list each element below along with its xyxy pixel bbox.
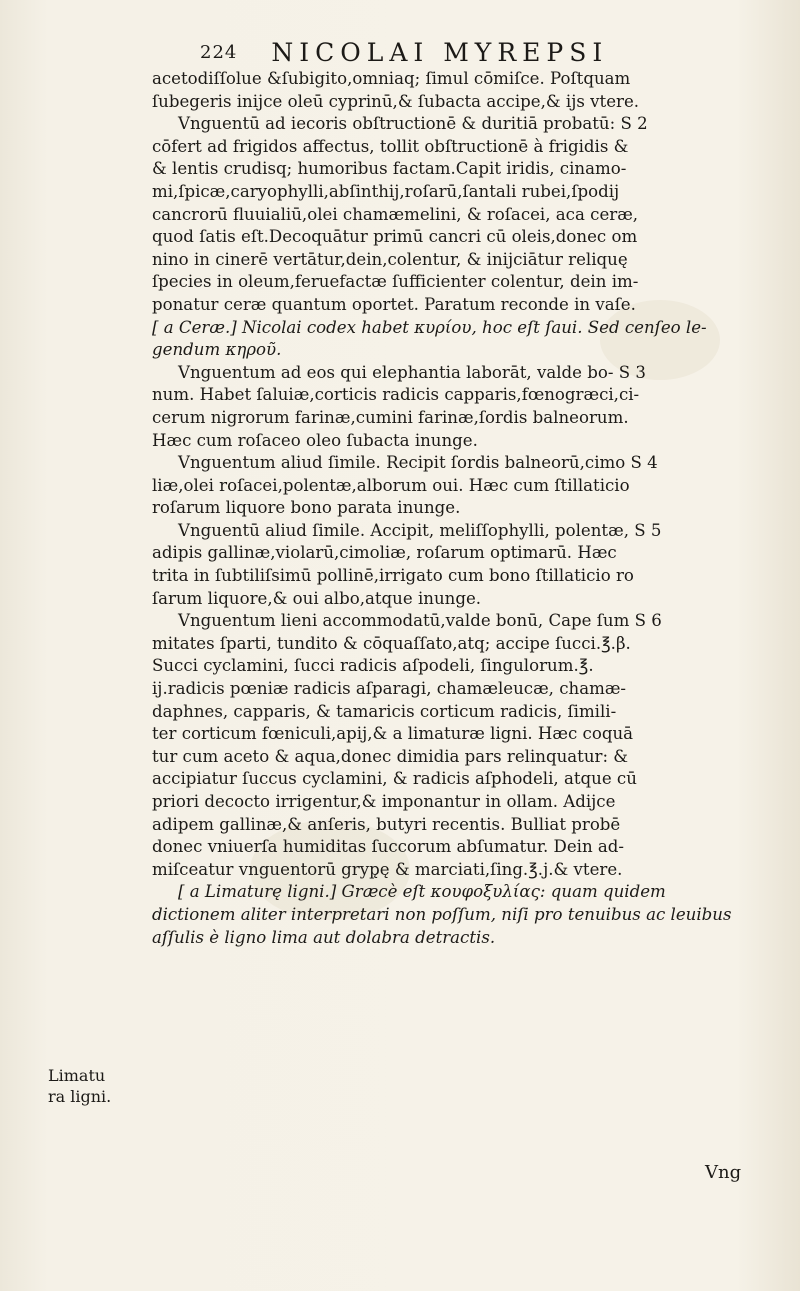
text-line: acetodiſſolue &ſubigito,omniaq; ſimul cōmiſce. Poſtquam (152, 69, 631, 88)
text-line: roſarum liquore bono parata inunge. (152, 498, 461, 518)
text-line: ſubegeris inijce oleū cyprinū,& ſubacta accipe,& ijs vtere. (152, 91, 640, 111)
annotation-line: gendum κηροῦ. (152, 340, 282, 360)
text-line: cancrorū fluuialiū,olei chamæmelini, & roſacei, aca ceræ, (152, 204, 639, 224)
text-line: Vnguentū ad iecoris obſtructionē & duritiā probatū: S 2 (178, 114, 648, 134)
page-number: 224 (200, 42, 238, 63)
catchword: Vng (705, 1162, 742, 1183)
text-line: Hæc cum roſaceo oleo ſubacta inunge. (152, 430, 478, 450)
page-header (200, 38, 720, 72)
text-line: priori decocto irrigentur,& imponantur in ollam. Adijce (152, 792, 616, 811)
marginal-note (48, 1065, 111, 1107)
running-title: NICOLAI MYREPSI (271, 38, 609, 67)
text-line: cerum nigrorum farinæ,cumini farinæ,ſordis balneorum. (152, 407, 629, 427)
text-line: num. Habet ſaluiæ,corticis radicis capparis,fœnogræci,ci- (152, 385, 640, 405)
marginal-note-line: Limatu (48, 1066, 106, 1085)
text-line: mi,ſpicæ,caryophylli,abſinthij,roſarū,ſantali rubei,ſpodij (152, 181, 620, 201)
text-line: liæ,olei roſacei,polentæ,alborum oui. Hæc cum ſtillaticio (152, 475, 630, 495)
text-line: donec vniuerſa humiditas ſuccorum abſumatur. Dein ad- (152, 837, 625, 857)
text-line: & lentis crudisq; humoribus factam.Capit iridis, cinamo- (152, 159, 627, 179)
text-line: ponatur ceræ quantum oportet. Paratum reconde in vaſe. (152, 294, 636, 314)
text-line: adipis gallinæ,violarū,cimoliæ, roſarum optimarū. Hæc (152, 543, 617, 563)
annotation-line: [ a Ceræ.] Nicolai codex habet κυρίου, hoc eſt ſaui. Sed cenſeo le- (152, 317, 707, 337)
annotation-line: dictionem aliter interpretari non poſſum, niſi pro tenuibus ac leuibus (152, 904, 732, 924)
text-line: Succi cyclamini, ſucci radicis aſpodeli, ſingulorum.℥. (152, 656, 594, 676)
text-line: ij.radicis pœniæ radicis aſparagi, chamæleucæ, chamæ- (152, 679, 627, 699)
text-line: accipiatur ſuccus cyclamini, & radicis aſphodeli, atque cū (152, 769, 637, 789)
text-line: Vnguentū aliud ſimile. Accipit, meliſſophylli, polentæ, S 5 (178, 520, 662, 540)
text-line: trita in ſubtiliſsimū pollinē,irrigato cum bono ſtillaticio ro (152, 566, 634, 586)
text-line: tur cum aceto & aqua,donec dimidia pars relinquatur: & (152, 746, 629, 766)
marginal-note-line: ra ligni. (48, 1087, 112, 1106)
text-line: cōfert ad frigidos affectus, tollit obſtructionē à frigidis & (152, 136, 629, 156)
text-line: ter corticum fœniculi,apij,& a limaturæ ligni. Hæc coquā (152, 724, 634, 744)
text-line: mitates ſparti, tundito & cōquaſſato,atq; accipe ſucci.℥.β. (152, 633, 631, 653)
text-line: ſarum liquore,& oui albo,atque inunge. (152, 588, 482, 608)
text-line: daphnes, capparis, & tamaricis corticum radicis, ſimili- (152, 701, 617, 721)
text-line: Vnguentum aliud ſimile. Recipit ſordis balneorū,cimo S 4 (178, 453, 658, 473)
annotation-line: aſſulis è ligno lima aut dolabra detractis. (152, 927, 496, 947)
text-line: quod ſatis eſt.Decoquātur primū cancri cū oleis,donec om (152, 227, 638, 247)
text-line: miſceatur vnguentorū gryp̨ę & marciati,ſing.℥.j.& vtere. (152, 859, 623, 879)
text-line: Vnguentum ad eos qui elephantia laborāt, valde bo- S 3 (178, 362, 646, 382)
text-line: nino in cinerē vertātur,dein,colentur, & inijciātur reliquę (152, 249, 628, 269)
text-line: adipem gallinæ,& anſeris, butyri recentis. Bulliat probē (152, 814, 621, 834)
text-line: Vnguentum lieni accommodatū,valde bonū, Cape ſum S 6 (178, 611, 662, 631)
text-line: ſpecies in oleum,feruefactæ ſufficienter colentur, dein im- (152, 272, 639, 292)
body-text (152, 68, 772, 949)
annotation-line: [ a Limaturę ligni.] Græcè eſt κουφοξυλίας: quam quidem (178, 882, 666, 902)
